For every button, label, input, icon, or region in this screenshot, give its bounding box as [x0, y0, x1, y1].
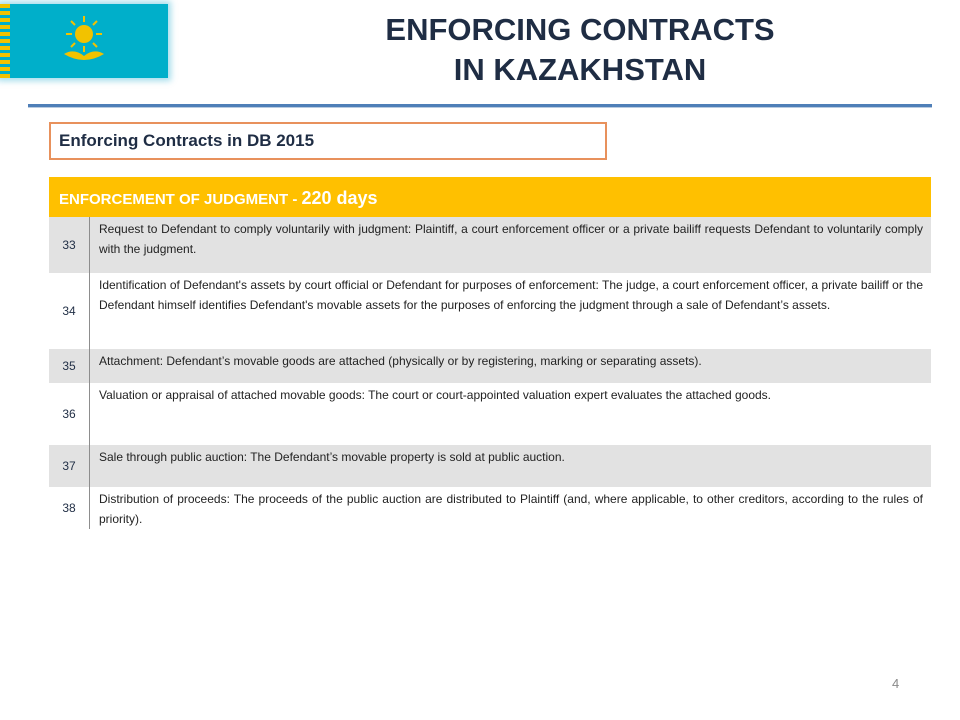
row-number: 34 — [49, 273, 90, 349]
table-heading — [49, 177, 931, 217]
row-text: Valuation or appraisal of attached movable goods: The court or court-appointed valuation expert evaluates the attached goods. — [99, 388, 771, 402]
row-text: Sale through public auction: The Defendant’s movable property is sold at public auction. — [99, 450, 565, 464]
page-title — [300, 10, 860, 90]
enforcement-table — [49, 177, 931, 529]
sun-eagle-icon — [58, 14, 110, 68]
table-row — [49, 217, 931, 273]
row-number: 36 — [49, 383, 90, 445]
title-line-2: IN KAZAKHSTAN — [453, 52, 707, 87]
row-number: 33 — [49, 217, 90, 273]
section-subtitle: Enforcing Contracts in DB 2015 — [49, 122, 607, 160]
row-number: 35 — [49, 349, 90, 383]
row-number: 38 — [49, 487, 90, 529]
table-heading-label: ENFORCEMENT OF JUDGMENT - — [59, 191, 302, 208]
row-text: Request to Defendant to comply voluntarily with judgment: Plaintiff, a court enforcement officer or a private bailiff requests Defendant to voluntarily comply with the judgment. — [99, 222, 923, 256]
page-number: 4 — [892, 676, 900, 691]
title-line-1: ENFORCING CONTRACTS — [385, 12, 775, 47]
table-row — [49, 273, 931, 349]
row-number: 37 — [49, 445, 90, 487]
table-heading-days: 220 days — [301, 188, 378, 208]
title-divider — [28, 104, 932, 108]
row-text: Identification of Defendant's assets by court official or Defendant for purposes of enforcement: The judge, a court enforcement officer, a private bailiff or the Defendant himself identifies Defendant's movable assets for the purposes of enforcing the judgment through a sale of Defendant’s assets. — [99, 278, 923, 312]
kazakhstan-flag-icon — [0, 4, 168, 78]
row-text: Attachment: Defendant’s movable goods are attached (physically or by registering, marking or separating assets). — [99, 354, 702, 368]
flag-ornament — [0, 4, 10, 78]
table-row — [49, 349, 931, 383]
table-row — [49, 487, 931, 529]
table-row — [49, 445, 931, 487]
table-row — [49, 383, 931, 445]
row-text: Distribution of proceeds: The proceeds of the public auction are distributed to Plaintiff (and, where applicable, to other creditors, according to the rules of priority). — [99, 492, 923, 526]
